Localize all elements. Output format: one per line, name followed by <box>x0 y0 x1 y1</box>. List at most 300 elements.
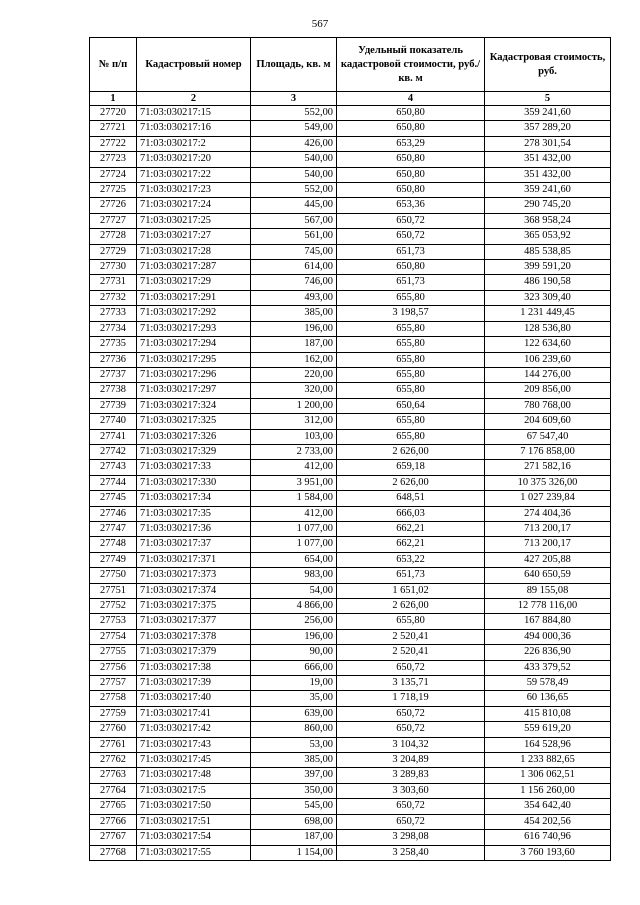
cell-unit-rate: 651,73 <box>337 244 485 259</box>
cell-cadastral-number: 71:03:030217:293 <box>137 321 251 336</box>
table-row <box>90 768 611 783</box>
cell-cadastral-value: 1 306 062,51 <box>485 768 611 783</box>
table-row <box>90 506 611 521</box>
table-row <box>90 398 611 413</box>
cell-index: 27725 <box>90 183 137 198</box>
cell-index: 27728 <box>90 229 137 244</box>
cell-cadastral-value: 144 276,00 <box>485 367 611 382</box>
cell-unit-rate: 648,51 <box>337 491 485 506</box>
column-number-row <box>90 92 611 106</box>
cell-cadastral-value: 780 768,00 <box>485 398 611 413</box>
cell-cadastral-number: 71:03:030217:325 <box>137 414 251 429</box>
cell-cadastral-value: 357 289,20 <box>485 121 611 136</box>
cell-unit-rate: 666,03 <box>337 506 485 521</box>
column-number: 4 <box>337 92 485 106</box>
cell-cadastral-number: 71:03:030217:36 <box>137 521 251 536</box>
table-row <box>90 167 611 182</box>
cell-area: 445,00 <box>251 198 337 213</box>
cell-index: 27736 <box>90 352 137 367</box>
table-row <box>90 460 611 475</box>
cell-cadastral-value: 1 231 449,45 <box>485 306 611 321</box>
cell-area: 540,00 <box>251 167 337 182</box>
cell-index: 27739 <box>90 398 137 413</box>
cell-index: 27735 <box>90 337 137 352</box>
cell-index: 27746 <box>90 506 137 521</box>
cell-index: 27720 <box>90 106 137 121</box>
cell-cadastral-value: 616 740,96 <box>485 830 611 845</box>
table-row <box>90 614 611 629</box>
cell-cadastral-value: 209 856,00 <box>485 383 611 398</box>
cell-area: 552,00 <box>251 183 337 198</box>
cell-cadastral-value: 433 379,52 <box>485 660 611 675</box>
table-row <box>90 845 611 860</box>
cell-unit-rate: 655,80 <box>337 367 485 382</box>
cell-cadastral-value: 1 156 260,00 <box>485 783 611 798</box>
cell-cadastral-value: 351 432,00 <box>485 152 611 167</box>
cell-cadastral-value: 204 609,60 <box>485 414 611 429</box>
cell-unit-rate: 650,80 <box>337 183 485 198</box>
table-row <box>90 599 611 614</box>
cell-index: 27726 <box>90 198 137 213</box>
cell-area: 2 733,00 <box>251 444 337 459</box>
cell-cadastral-number: 71:03:030217:373 <box>137 568 251 583</box>
column-number: 5 <box>485 92 611 106</box>
cell-area: 1 077,00 <box>251 521 337 536</box>
table-row <box>90 290 611 305</box>
cell-cadastral-value: 3 760 193,60 <box>485 845 611 860</box>
cell-unit-rate: 3 104,32 <box>337 737 485 752</box>
cell-area: 549,00 <box>251 121 337 136</box>
cell-unit-rate: 662,21 <box>337 521 485 536</box>
cell-index: 27755 <box>90 645 137 660</box>
cell-cadastral-number: 71:03:030217:51 <box>137 814 251 829</box>
cell-cadastral-number: 71:03:030217:295 <box>137 352 251 367</box>
table-row <box>90 275 611 290</box>
cell-cadastral-number: 71:03:030217:2 <box>137 136 251 151</box>
cell-cadastral-value: 1 233 882,65 <box>485 753 611 768</box>
cell-cadastral-number: 71:03:030217:54 <box>137 830 251 845</box>
table-row <box>90 121 611 136</box>
cell-area: 1 154,00 <box>251 845 337 860</box>
cell-index: 27723 <box>90 152 137 167</box>
cell-cadastral-value: 559 619,20 <box>485 722 611 737</box>
cell-cadastral-value: 7 176 858,00 <box>485 444 611 459</box>
cell-index: 27727 <box>90 213 137 228</box>
cell-unit-rate: 650,72 <box>337 799 485 814</box>
page-number: 567 <box>311 18 329 30</box>
table-row <box>90 429 611 444</box>
table-row <box>90 183 611 198</box>
cell-index: 27734 <box>90 321 137 336</box>
cell-cadastral-number: 71:03:030217:15 <box>137 106 251 121</box>
cell-index: 27758 <box>90 691 137 706</box>
cell-area: 320,00 <box>251 383 337 398</box>
cell-cadastral-value: 454 202,56 <box>485 814 611 829</box>
cell-area: 493,00 <box>251 290 337 305</box>
cell-cadastral-number: 71:03:030217:371 <box>137 552 251 567</box>
cell-index: 27765 <box>90 799 137 814</box>
header-cadastral-value: Кадастровая стоимость, руб. <box>485 38 611 92</box>
cell-unit-rate: 650,72 <box>337 660 485 675</box>
table-row <box>90 383 611 398</box>
cell-area: 639,00 <box>251 706 337 721</box>
cell-cadastral-value: 274 404,36 <box>485 506 611 521</box>
cell-unit-rate: 655,80 <box>337 321 485 336</box>
cell-index: 27729 <box>90 244 137 259</box>
cell-index: 27730 <box>90 260 137 275</box>
cell-cadastral-value: 640 650,59 <box>485 568 611 583</box>
cell-unit-rate: 650,80 <box>337 260 485 275</box>
cell-unit-rate: 651,73 <box>337 568 485 583</box>
cell-cadastral-number: 71:03:030217:296 <box>137 367 251 382</box>
cell-cadastral-number: 71:03:030217:377 <box>137 614 251 629</box>
table-row <box>90 645 611 660</box>
column-number: 3 <box>251 92 337 106</box>
cell-area: 545,00 <box>251 799 337 814</box>
cell-cadastral-value: 278 301,54 <box>485 136 611 151</box>
cell-cadastral-number: 71:03:030217:48 <box>137 768 251 783</box>
cell-cadastral-number: 71:03:030217:28 <box>137 244 251 259</box>
cell-unit-rate: 1 651,02 <box>337 583 485 598</box>
column-number: 2 <box>137 92 251 106</box>
cell-cadastral-number: 71:03:030217:16 <box>137 121 251 136</box>
cell-index: 27762 <box>90 753 137 768</box>
cell-unit-rate: 655,80 <box>337 337 485 352</box>
cell-index: 27741 <box>90 429 137 444</box>
cell-index: 27764 <box>90 783 137 798</box>
cell-unit-rate: 651,73 <box>337 275 485 290</box>
cell-area: 426,00 <box>251 136 337 151</box>
cell-area: 412,00 <box>251 460 337 475</box>
cell-cadastral-number: 71:03:030217:5 <box>137 783 251 798</box>
table-row <box>90 552 611 567</box>
cell-index: 27757 <box>90 676 137 691</box>
cell-cadastral-number: 71:03:030217:29 <box>137 275 251 290</box>
cell-cadastral-number: 71:03:030217:42 <box>137 722 251 737</box>
cell-cadastral-value: 713 200,17 <box>485 521 611 536</box>
cell-index: 27745 <box>90 491 137 506</box>
cell-cadastral-value: 354 642,40 <box>485 799 611 814</box>
cell-index: 27742 <box>90 444 137 459</box>
cell-unit-rate: 650,80 <box>337 106 485 121</box>
cell-area: 385,00 <box>251 306 337 321</box>
cell-cadastral-number: 71:03:030217:34 <box>137 491 251 506</box>
cell-cadastral-value: 368 958,24 <box>485 213 611 228</box>
cell-cadastral-number: 71:03:030217:38 <box>137 660 251 675</box>
cell-area: 187,00 <box>251 337 337 352</box>
cell-unit-rate: 650,72 <box>337 814 485 829</box>
cell-area: 90,00 <box>251 645 337 660</box>
cell-cadastral-value: 713 200,17 <box>485 537 611 552</box>
cell-area: 397,00 <box>251 768 337 783</box>
cell-unit-rate: 2 520,41 <box>337 645 485 660</box>
table-row <box>90 753 611 768</box>
cell-cadastral-number: 71:03:030217:27 <box>137 229 251 244</box>
table-row <box>90 321 611 336</box>
cell-cadastral-number: 71:03:030217:22 <box>137 167 251 182</box>
cell-cadastral-number: 71:03:030217:39 <box>137 676 251 691</box>
cell-cadastral-number: 71:03:030217:55 <box>137 845 251 860</box>
cell-cadastral-number: 71:03:030217:329 <box>137 444 251 459</box>
cell-area: 196,00 <box>251 629 337 644</box>
table-row <box>90 367 611 382</box>
cell-area: 540,00 <box>251 152 337 167</box>
header-row <box>90 38 611 92</box>
table-row <box>90 629 611 644</box>
cell-index: 27752 <box>90 599 137 614</box>
table-row <box>90 830 611 845</box>
cell-cadastral-value: 226 836,90 <box>485 645 611 660</box>
cell-unit-rate: 2 626,00 <box>337 444 485 459</box>
cell-unit-rate: 659,18 <box>337 460 485 475</box>
cell-index: 27759 <box>90 706 137 721</box>
cell-index: 27760 <box>90 722 137 737</box>
table-row <box>90 537 611 552</box>
table-row <box>90 799 611 814</box>
header-area: Площадь, кв. м <box>251 38 337 92</box>
cell-unit-rate: 3 298,08 <box>337 830 485 845</box>
cell-cadastral-value: 12 778 116,00 <box>485 599 611 614</box>
cell-cadastral-number: 71:03:030217:297 <box>137 383 251 398</box>
table-row <box>90 337 611 352</box>
cell-area: 35,00 <box>251 691 337 706</box>
cell-index: 27733 <box>90 306 137 321</box>
cell-cadastral-value: 323 309,40 <box>485 290 611 305</box>
cell-unit-rate: 653,22 <box>337 552 485 567</box>
table-header <box>90 38 611 106</box>
cell-area: 4 866,00 <box>251 599 337 614</box>
cell-area: 19,00 <box>251 676 337 691</box>
cell-cadastral-number: 71:03:030217:20 <box>137 152 251 167</box>
cell-cadastral-value: 67 547,40 <box>485 429 611 444</box>
cell-unit-rate: 655,80 <box>337 290 485 305</box>
cell-cadastral-number: 71:03:030217:50 <box>137 799 251 814</box>
cell-cadastral-value: 128 536,80 <box>485 321 611 336</box>
cell-unit-rate: 1 718,19 <box>337 691 485 706</box>
cell-cadastral-number: 71:03:030217:291 <box>137 290 251 305</box>
cell-cadastral-number: 71:03:030217:25 <box>137 213 251 228</box>
cell-index: 27751 <box>90 583 137 598</box>
cell-unit-rate: 3 135,71 <box>337 676 485 691</box>
cell-cadastral-value: 271 582,16 <box>485 460 611 475</box>
cell-unit-rate: 662,21 <box>337 537 485 552</box>
table-body <box>90 106 611 861</box>
cell-index: 27756 <box>90 660 137 675</box>
cell-area: 385,00 <box>251 753 337 768</box>
cell-area: 54,00 <box>251 583 337 598</box>
cell-index: 27737 <box>90 367 137 382</box>
header-index: № п/п <box>90 38 137 92</box>
cell-cadastral-value: 1 027 239,84 <box>485 491 611 506</box>
cell-cadastral-number: 71:03:030217:375 <box>137 599 251 614</box>
cell-area: 256,00 <box>251 614 337 629</box>
cell-unit-rate: 2 626,00 <box>337 599 485 614</box>
table-row <box>90 244 611 259</box>
cell-unit-rate: 2 626,00 <box>337 475 485 490</box>
cell-unit-rate: 3 303,60 <box>337 783 485 798</box>
cell-index: 27750 <box>90 568 137 583</box>
cell-index: 27740 <box>90 414 137 429</box>
cell-unit-rate: 655,80 <box>337 414 485 429</box>
table-row <box>90 475 611 490</box>
cell-area: 196,00 <box>251 321 337 336</box>
cell-cadastral-number: 71:03:030217:287 <box>137 260 251 275</box>
cell-cadastral-value: 10 375 326,00 <box>485 475 611 490</box>
table-row <box>90 106 611 121</box>
cell-index: 27753 <box>90 614 137 629</box>
cell-cadastral-value: 486 190,58 <box>485 275 611 290</box>
cell-unit-rate: 650,64 <box>337 398 485 413</box>
cell-unit-rate: 3 198,57 <box>337 306 485 321</box>
cell-cadastral-value: 60 136,65 <box>485 691 611 706</box>
cell-cadastral-number: 71:03:030217:24 <box>137 198 251 213</box>
table-row <box>90 136 611 151</box>
cell-cadastral-value: 106 239,60 <box>485 352 611 367</box>
cell-area: 746,00 <box>251 275 337 290</box>
cell-cadastral-value: 351 432,00 <box>485 167 611 182</box>
cell-index: 27738 <box>90 383 137 398</box>
cell-cadastral-number: 71:03:030217:294 <box>137 337 251 352</box>
cell-index: 27763 <box>90 768 137 783</box>
cell-area: 187,00 <box>251 830 337 845</box>
cell-area: 654,00 <box>251 552 337 567</box>
cell-area: 412,00 <box>251 506 337 521</box>
table-row <box>90 414 611 429</box>
cell-cadastral-value: 290 745,20 <box>485 198 611 213</box>
cell-area: 983,00 <box>251 568 337 583</box>
cell-index: 27744 <box>90 475 137 490</box>
cell-area: 312,00 <box>251 414 337 429</box>
cell-unit-rate: 650,72 <box>337 706 485 721</box>
cell-cadastral-number: 71:03:030217:35 <box>137 506 251 521</box>
cell-cadastral-number: 71:03:030217:33 <box>137 460 251 475</box>
cell-area: 552,00 <box>251 106 337 121</box>
table-row <box>90 676 611 691</box>
cell-unit-rate: 650,72 <box>337 229 485 244</box>
cell-index: 27761 <box>90 737 137 752</box>
cell-cadastral-value: 427 205,88 <box>485 552 611 567</box>
table-row <box>90 491 611 506</box>
table-row <box>90 213 611 228</box>
table-row <box>90 521 611 536</box>
table-row <box>90 352 611 367</box>
cell-index: 27748 <box>90 537 137 552</box>
cell-area: 162,00 <box>251 352 337 367</box>
cell-cadastral-number: 71:03:030217:324 <box>137 398 251 413</box>
cell-area: 567,00 <box>251 213 337 228</box>
cell-unit-rate: 2 520,41 <box>337 629 485 644</box>
cell-unit-rate: 650,80 <box>337 121 485 136</box>
cell-cadastral-value: 122 634,60 <box>485 337 611 352</box>
table-row <box>90 691 611 706</box>
cell-index: 27767 <box>90 830 137 845</box>
cell-area: 220,00 <box>251 367 337 382</box>
cell-cadastral-number: 71:03:030217:374 <box>137 583 251 598</box>
header-unit-rate: Удельный показатель кадастровой стоимости, руб./кв. м <box>337 38 485 92</box>
cell-cadastral-number: 71:03:030217:40 <box>137 691 251 706</box>
cell-unit-rate: 653,29 <box>337 136 485 151</box>
cell-index: 27754 <box>90 629 137 644</box>
cell-unit-rate: 3 289,83 <box>337 768 485 783</box>
cell-cadastral-value: 167 884,80 <box>485 614 611 629</box>
cell-area: 3 951,00 <box>251 475 337 490</box>
cell-index: 27731 <box>90 275 137 290</box>
cell-index: 27724 <box>90 167 137 182</box>
cell-index: 27768 <box>90 845 137 860</box>
cell-unit-rate: 650,80 <box>337 167 485 182</box>
column-number: 1 <box>90 92 137 106</box>
cell-cadastral-value: 89 155,08 <box>485 583 611 598</box>
cell-cadastral-number: 71:03:030217:379 <box>137 645 251 660</box>
cell-index: 27743 <box>90 460 137 475</box>
table-row <box>90 737 611 752</box>
cell-area: 614,00 <box>251 260 337 275</box>
table-row <box>90 306 611 321</box>
table-row <box>90 814 611 829</box>
cell-cadastral-value: 359 241,60 <box>485 106 611 121</box>
cell-unit-rate: 650,72 <box>337 722 485 737</box>
table-row <box>90 229 611 244</box>
cell-cadastral-number: 71:03:030217:378 <box>137 629 251 644</box>
cell-unit-rate: 650,72 <box>337 213 485 228</box>
cell-cadastral-value: 485 538,85 <box>485 244 611 259</box>
cell-area: 1 200,00 <box>251 398 337 413</box>
cell-index: 27721 <box>90 121 137 136</box>
table-row <box>90 706 611 721</box>
cell-unit-rate: 3 204,89 <box>337 753 485 768</box>
header-cadastral-number: Кадастровый номер <box>137 38 251 92</box>
table-row <box>90 722 611 737</box>
table-row <box>90 152 611 167</box>
cell-index: 27722 <box>90 136 137 151</box>
cell-index: 27766 <box>90 814 137 829</box>
cell-cadastral-number: 71:03:030217:330 <box>137 475 251 490</box>
cell-cadastral-value: 494 000,36 <box>485 629 611 644</box>
table-row <box>90 260 611 275</box>
cell-cadastral-value: 164 528,96 <box>485 737 611 752</box>
cell-area: 1 584,00 <box>251 491 337 506</box>
cell-area: 666,00 <box>251 660 337 675</box>
cell-area: 561,00 <box>251 229 337 244</box>
cell-cadastral-number: 71:03:030217:43 <box>137 737 251 752</box>
table-row <box>90 783 611 798</box>
cell-area: 745,00 <box>251 244 337 259</box>
cell-area: 53,00 <box>251 737 337 752</box>
cell-cadastral-value: 59 578,49 <box>485 676 611 691</box>
cell-unit-rate: 3 258,40 <box>337 845 485 860</box>
cell-area: 103,00 <box>251 429 337 444</box>
table-row <box>90 660 611 675</box>
cell-unit-rate: 655,80 <box>337 614 485 629</box>
cell-cadastral-number: 71:03:030217:41 <box>137 706 251 721</box>
cell-cadastral-number: 71:03:030217:37 <box>137 537 251 552</box>
table-row <box>90 583 611 598</box>
cell-index: 27749 <box>90 552 137 567</box>
cell-unit-rate: 655,80 <box>337 429 485 444</box>
cell-unit-rate: 655,80 <box>337 352 485 367</box>
cell-cadastral-number: 71:03:030217:292 <box>137 306 251 321</box>
cell-unit-rate: 655,80 <box>337 383 485 398</box>
cell-area: 350,00 <box>251 783 337 798</box>
table-row <box>90 444 611 459</box>
cell-cadastral-value: 359 241,60 <box>485 183 611 198</box>
cell-area: 698,00 <box>251 814 337 829</box>
cell-cadastral-value: 399 591,20 <box>485 260 611 275</box>
table-row <box>90 198 611 213</box>
cell-area: 860,00 <box>251 722 337 737</box>
cell-cadastral-value: 365 053,92 <box>485 229 611 244</box>
cell-area: 1 077,00 <box>251 537 337 552</box>
